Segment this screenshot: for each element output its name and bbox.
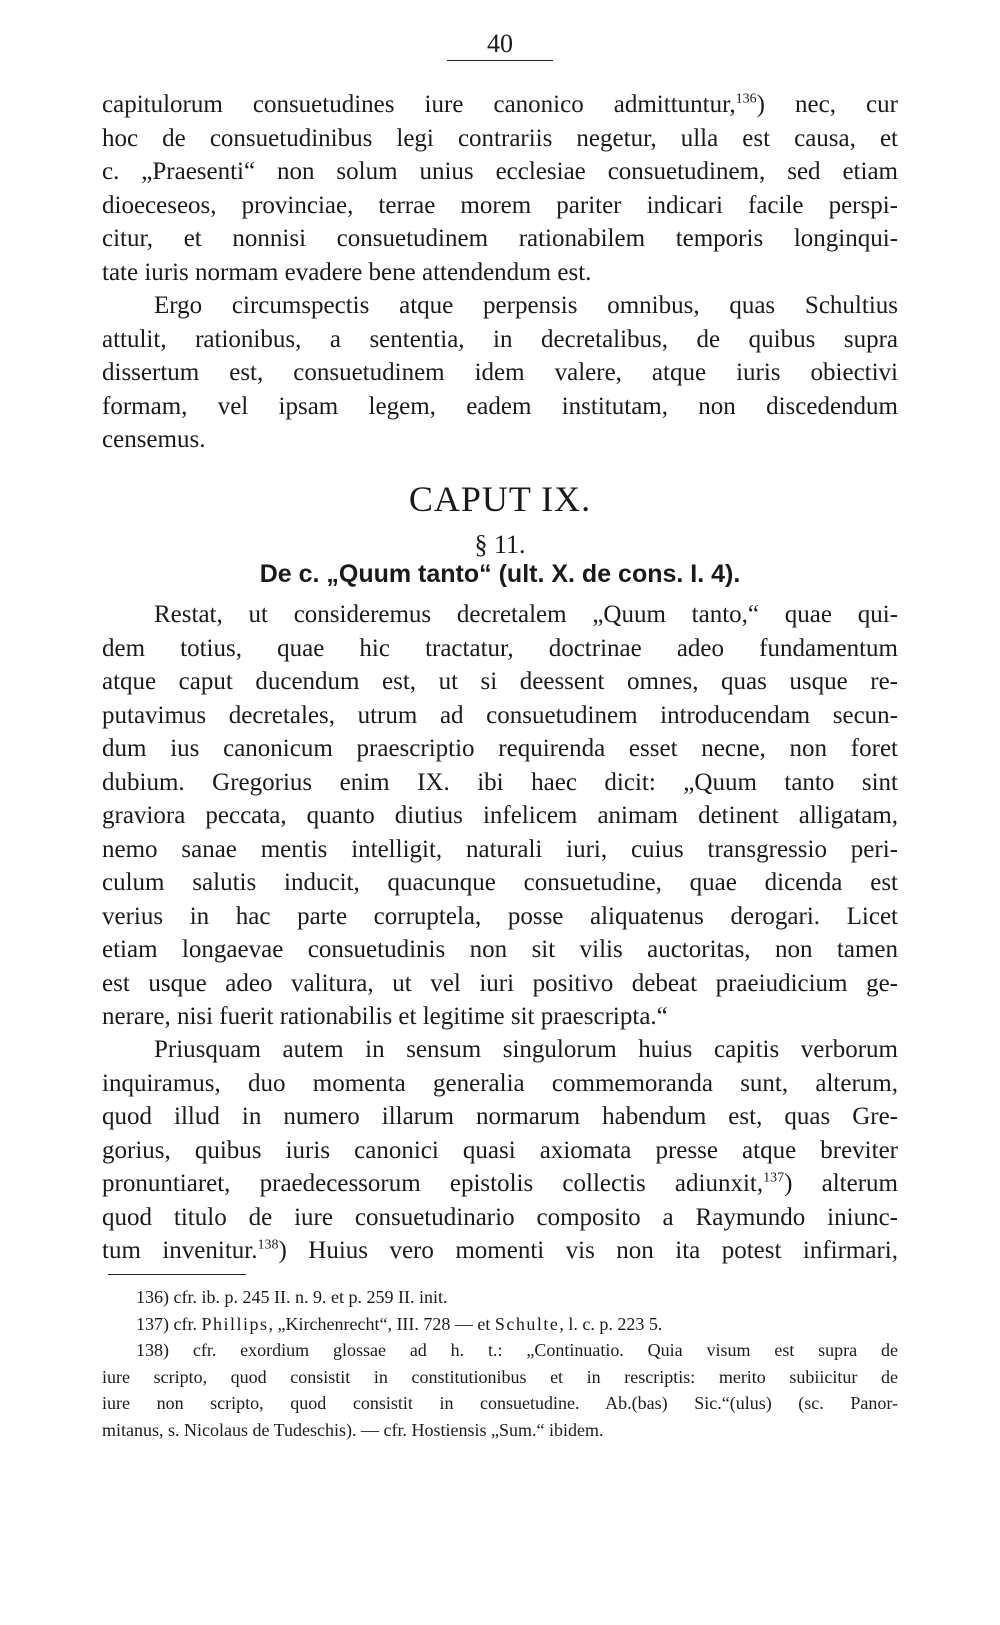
paragraph-continuation [102, 88, 898, 289]
text-line: etiam longaevae consuetudinis non sit vilis auctoritas, non tamen [102, 936, 898, 963]
footnote-138-line: iure non scripto, quod consistit in consuetudine. Ab.(bas) Sic.“(ulus) (sc. Panor- [102, 1393, 898, 1413]
section-number: § 11. [474, 530, 526, 559]
text-line: gorius, quibus iuris canonici quasi axiomata presse atque breviter [102, 1136, 898, 1164]
footnote-137: 137) cfr. Phillips, „Kirchenrecht“, III. 728 — et Schulte, l. c. p. 223 5. [136, 1313, 663, 1334]
text-line: citur, et nonnisi consuetudinem rationabilem temporis longinqui- [102, 225, 898, 252]
text-line: quod titulo de iure consuetudinario composito a Raymundo iniunc- [102, 1203, 898, 1231]
chapter-heading: CAPUT IX. [408, 479, 592, 519]
text-line: Priusquam autem in sensum singulorum huius capitis verborum [154, 1036, 898, 1063]
footnote-divider [108, 1274, 246, 1275]
text-line: nemo sanae mentis intelligit, naturali iuri, cuius transgressio peri- [102, 835, 898, 863]
footnote-ref: 138 [257, 1237, 279, 1253]
text-line: Restat, ut consideremus decretalem „Quum tanto,“ quae qui- [154, 601, 898, 628]
text-line: Ergo circumspectis atque perpensis omnibus, quas Schultius [154, 292, 898, 319]
text-line: verius in hac parte corruptela, posse aliquatenus derogari. Licet [102, 902, 898, 930]
text-line: capitulorum consuetudines iure canonico admittuntur,$^{136}$) nec, cur [102, 91, 898, 118]
text-line: dem totius, quae hic tractatur, doctrinae adeo fundamentum [102, 634, 898, 662]
text-line: dissertum est, consuetudinem idem valere, atque iuris obiectivi [102, 359, 898, 386]
text-line: inquiramus, duo momenta generalia commemoranda sunt, alterum, [102, 1069, 898, 1097]
text-line: pronuntiaret, praedecessorum epistolis collectis adiunxit,$^{137}$) alterum [102, 1170, 898, 1197]
text-line: tate iuris normam evadere bene attendendum est. [102, 258, 592, 286]
text-line: hoc de consuetudinibus legi contrariis negetur, ulla est causa, et [102, 124, 898, 152]
text-line: dum ius canonicum praescriptio requirenda esset necne, non foret [102, 735, 898, 762]
text-line: tum invenitur.$^{138}$) Huius vero momenti vis non ita potest infirmari, [102, 1237, 898, 1264]
text-line: graviora peccata, quanto diutius infelicem animam detinent alligatam, [102, 802, 898, 829]
text-line: attulit, rationibus, a sententia, in decretalibus, de quibus supra [102, 325, 898, 353]
paragraph-priusquam [102, 1033, 898, 1268]
page-number: 40 [0, 28, 1000, 61]
text-line: c. „Praesenti“ non solum unius ecclesiae consuetudinem, sed etiam [102, 158, 898, 185]
text-line: dubium. Gregorius enim IX. ibi haec dicit: „Quum tanto sint [102, 768, 898, 796]
footnote-138: 138) cfr. exordium glossae ad h. t.: „Continuatio. Quia visum est supra de [136, 1340, 898, 1360]
text-line: atque caput ducendum est, ut si deessent omnes, quas usque re- [102, 668, 898, 695]
text-line: culum salutis inducit, quacunque consuetudine, quae dicenda est [102, 869, 898, 896]
text-line: nerare, nisi fuerit rationabilis et legitime sit praescripta.“ [102, 1003, 668, 1030]
text-line: censemus. [102, 426, 206, 453]
footnote-138-line: iure scripto, quod consistit in constitutionibus et in rescriptis: merito subiicitur de [102, 1366, 898, 1387]
footnote-ref: 137 [763, 1170, 785, 1186]
text-line: formam, vel ipsam legem, eadem institutam, non discedendum [102, 392, 898, 420]
footnote-136: 136) cfr. ib. p. 245 II. n. 9. et p. 259 II. init. [136, 1287, 448, 1307]
footnote-138-line: mitanus, s. Nicolaus de Tudeschis). — cfr. Hostiensis „Sum.“ ibidem. [102, 1419, 604, 1440]
text-line: quod illud in numero illarum normarum habendum est, quas Gre- [102, 1103, 898, 1130]
text-line: dioeceseos, provinciae, terrae morem pariter indicari facile perspi- [102, 191, 898, 219]
footnote-ref: 136 [735, 91, 757, 107]
section-subtitle: De c. „Quum tanto“ (ult. X. de cons. I. 4). [259, 560, 741, 588]
text-line: putavimus decretales, utrum ad consuetudinem introducendam secun- [102, 701, 898, 729]
footnotes [102, 1284, 898, 1443]
paragraph-ergo [102, 289, 898, 457]
paragraph-restat [102, 598, 898, 1034]
text-line: est usque adeo valitura, ut vel iuri positivo debeat praeiudicium ge- [102, 969, 898, 997]
